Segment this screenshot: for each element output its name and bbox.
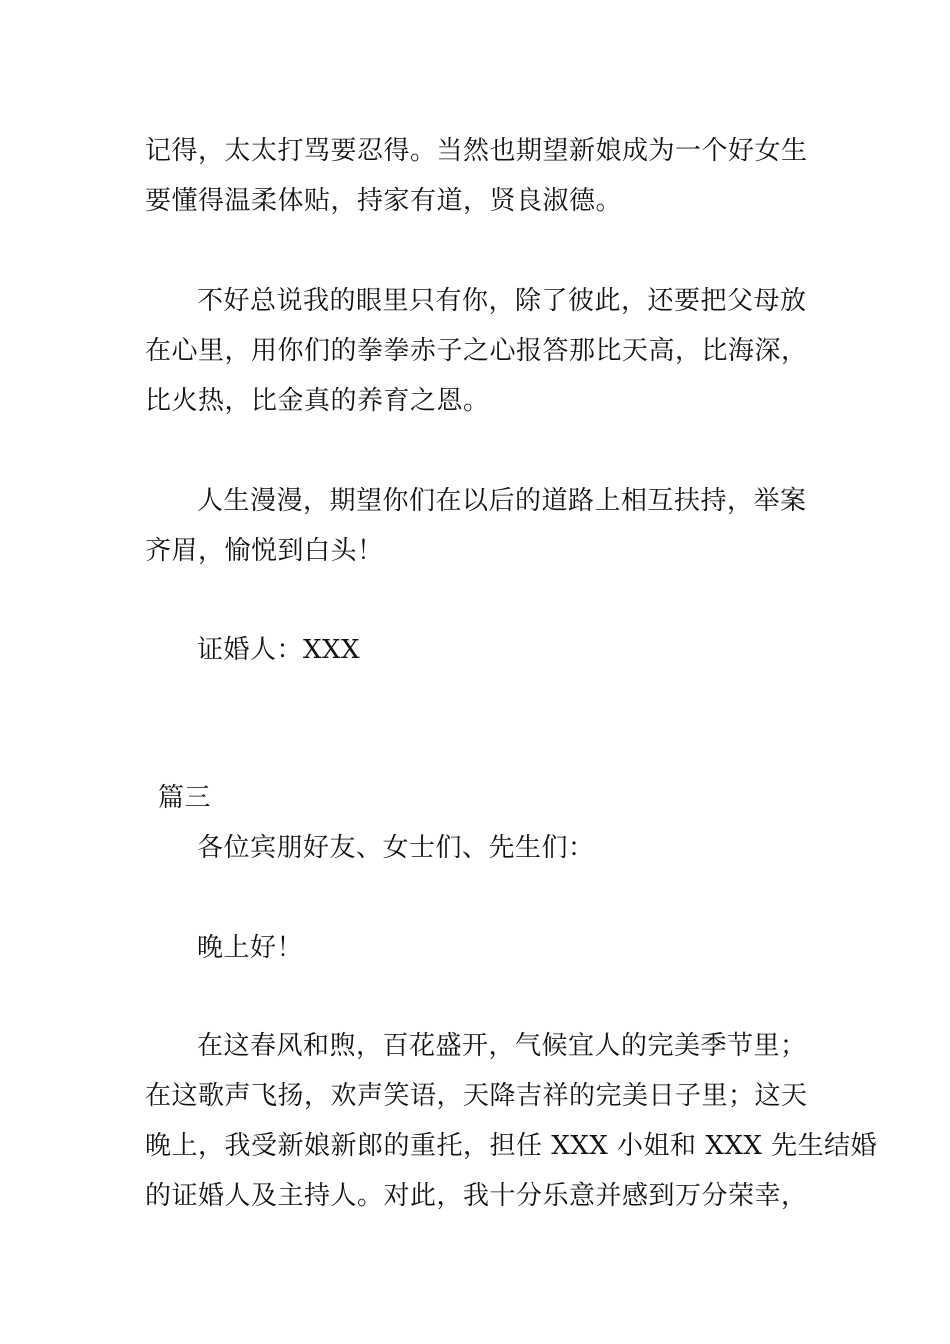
signature-line: 证婚人：XXX — [197, 635, 361, 665]
section-title: 篇三 — [158, 783, 212, 813]
paragraph-2-line-1: 不好总说我的眼里只有你，除了彼此，还要把父母放 — [197, 286, 807, 316]
paragraph-4-line-1: 在这春风和煦，百花盛开，气候宜人的完美季节里； — [197, 1031, 807, 1061]
paragraph-4-line-2: 在这歌声飞扬，欢声笑语，天降吉祥的完美日子里；这天 — [145, 1081, 808, 1111]
paragraph-3-line-2: 齐眉，愉悦到白头！ — [145, 536, 384, 566]
paragraph-1-line-2: 要懂得温柔体贴，持家有道，贤良淑德。 — [145, 186, 623, 216]
paragraph-2-line-2: 在心里，用你们的拳拳赤子之心报答那比天高，比海深， — [145, 336, 808, 366]
paragraph-4-line-3: 晚上，我受新娘新郎的重托，担任 XXX 小姐和 XXX 先生结婚 — [145, 1131, 878, 1161]
evening-greeting: 晚上好！ — [197, 933, 304, 963]
paragraph-2-line-3: 比火热，比金真的养育之恩。 — [145, 386, 490, 416]
paragraph-1-line-1: 记得，太太打骂要忍得。当然也期望新娘成为一个好女生 — [145, 136, 808, 166]
paragraph-4-line-4: 的证婚人及主持人。对此，我十分乐意并感到万分荣幸， — [145, 1181, 808, 1211]
greeting-line: 各位宾朋好友、女士们、先生们： — [197, 833, 595, 863]
paragraph-3-line-1: 人生漫漫，期望你们在以后的道路上相互扶持，举案 — [197, 486, 807, 516]
